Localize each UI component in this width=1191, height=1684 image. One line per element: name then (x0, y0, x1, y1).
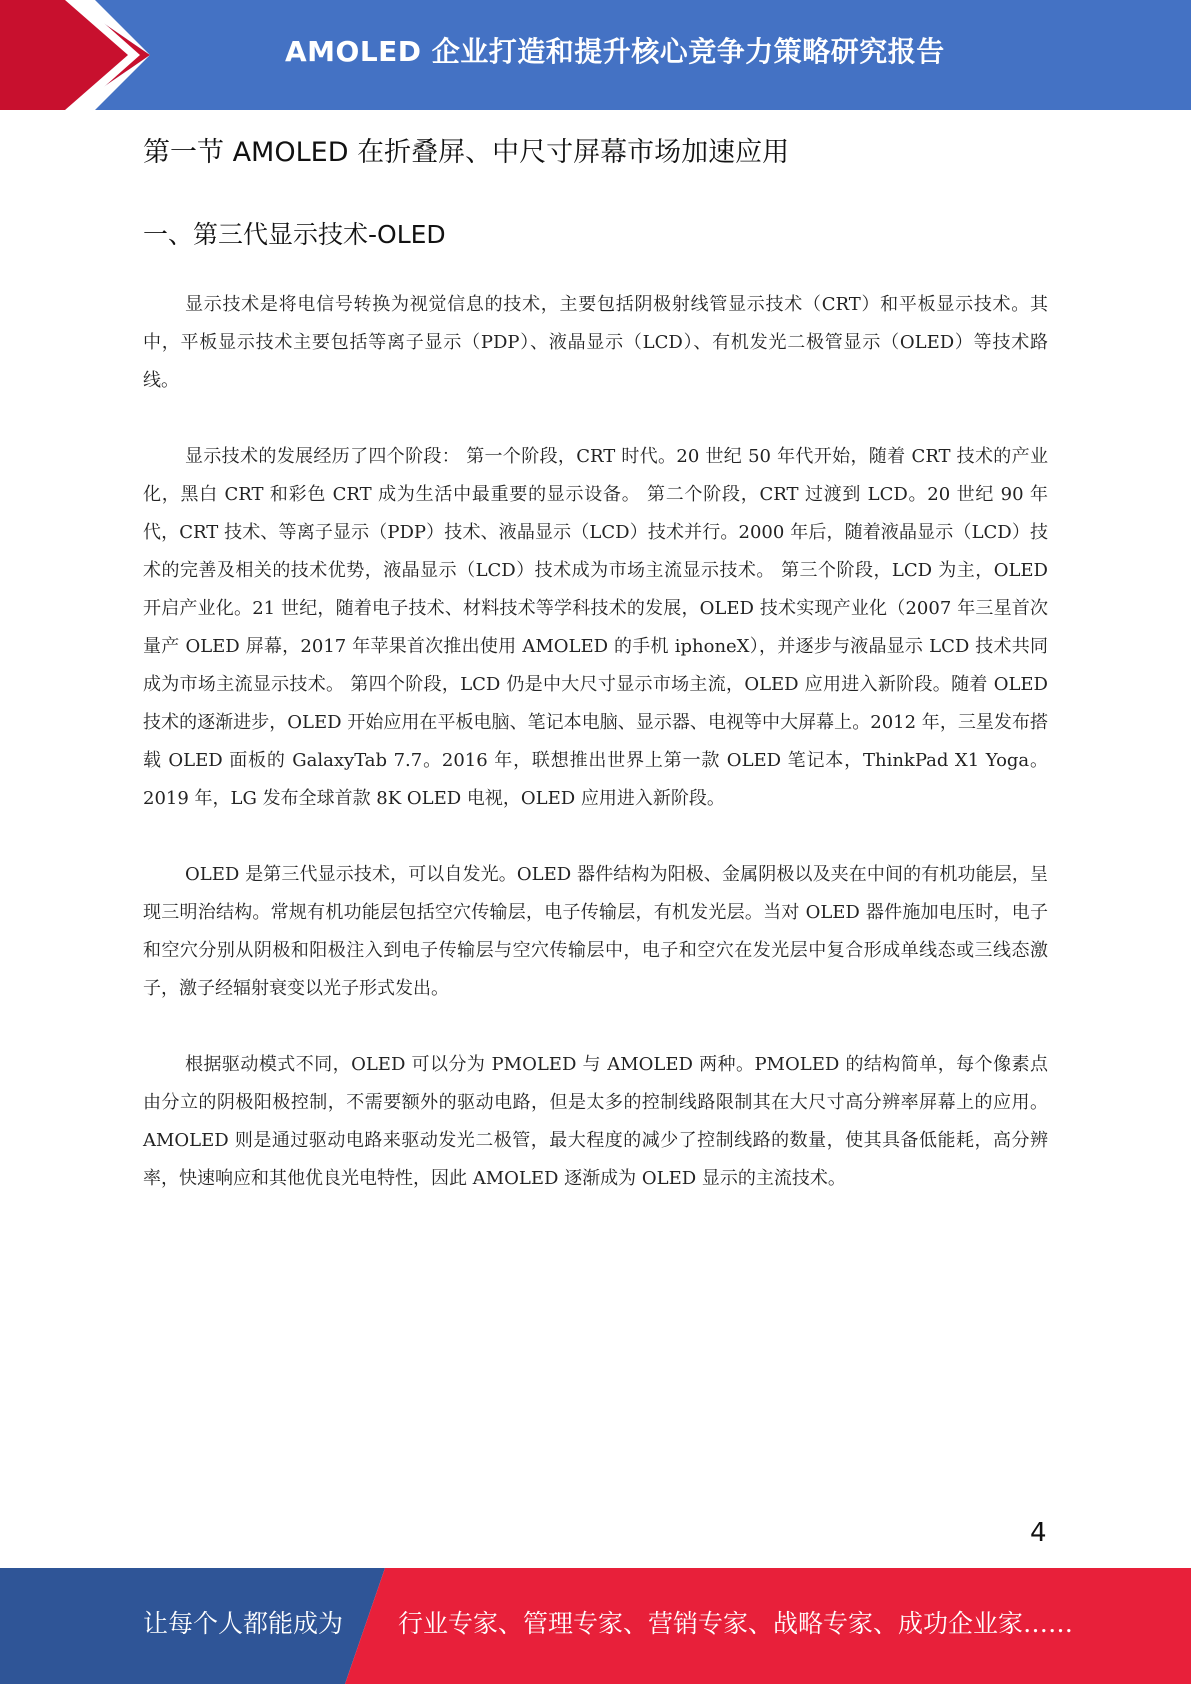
body-text (143, 286, 1048, 1236)
paragraph: 根据驱动模式不同，OLED 可以分为 PMOLED 与 AMOLED 两种。PMOLED 的结构简单，每个像素点由分立的阴极阳极控制，不需要额外的驱动电路，但是太多的控制线路限制其在大尺寸高分辨率屏幕上的应用。AMOLED 则是通过驱动电路来驱动发光二极管，最大程度的减少了控制线路的数量，使其具备低能耗，高分辨率，快速响应和其他优良光电特性，因此 AMOLED 逐渐成为 OLED 显示的主流技术。 (143, 1054, 1048, 1189)
paragraph: OLED 是第三代显示技术，可以自发光。OLED 器件结构为阳极、金属阴极以及夹在中间的有机功能层，呈现三明治结构。常规有机功能层包括空穴传输层，电子传输层，有机发光层。当对 OLED 器件施加电压时，电子和空穴分别从阴极和阳极注入到电子传输层与空穴传输层中，电子和空穴在发光层中复合形成单线态或三线态激子，激子经辐射衰变以光子形式发出。 (143, 864, 1048, 999)
page-footer (0, 1568, 1191, 1684)
paragraph: 显示技术是将电信号转换为视觉信息的技术，主要包括阴极射线管显示技术（CRT）和平板显示技术。其中，平板显示技术主要包括等离子显示（PDP）、液晶显示（LCD）、有机发光二极管显示（OLED）等技术路线。 (143, 294, 1048, 391)
subsection-title: 一、第三代显示技术-OLED (143, 220, 446, 249)
paragraph: 显示技术的发展经历了四个阶段： 第一个阶段，CRT 时代。20 世纪 50 年代开始，随着 CRT 技术的产业化，黑白 CRT 和彩色 CRT 成为生活中最重要的显示设备。 第二个阶段，CRT 过渡到 LCD。20 世纪 90 年代，CRT 技术、等离子显示（PDP）技术、液晶显示（LCD）技术并行。2000 年后，随着液晶显示（LCD）技术的完善及相关的技术优势，液晶显示（LCD）技术成为市场主流显示技术。 第三个阶段，LCD 为主，OLED 开启产业化。21 世纪，随着电子技术、材料技术等学科技术的发展，OLED 技术实现产业化（2007 年三星首次量产 OLED 屏幕，2017 年苹果首次推出使用 AMOLED 的手机 iphoneX），并逐步与液晶显示 LCD 技术共同成为市场主流显示技术。 第四个阶段，LCD 仍是中大尺寸显示市场主流，OLED 应用进入新阶段。随着 OLED 技术的逐渐进步，OLED 开始应用在平板电脑、笔记本电脑、显示器、电视等中大屏幕上。2012 年，三星发布搭载 OLED 面板的 GalaxyTab 7.7。2016 年，联想推出世界上第一款 OLED 笔记本，ThinkPad X1 Yoga。2019 年，LG 发布全球首款 8K OLED 电视，OLED 应用进入新阶段。 (143, 446, 1048, 809)
report-title: AMOLED 企业打造和提升核心竞争力策略研究报告 (285, 35, 945, 68)
page-header (0, 0, 1191, 110)
page-number: 4 (1030, 1518, 1047, 1548)
footer-slogan-left: 让每个人都能成为 (143, 1609, 344, 1638)
section-title: 第一节 AMOLED 在折叠屏、中尺寸屏幕市场加速应用 (143, 137, 790, 168)
footer-slogan-right: 行业专家、管理专家、营销专家、战略专家、成功企业家…… (398, 1609, 1074, 1638)
